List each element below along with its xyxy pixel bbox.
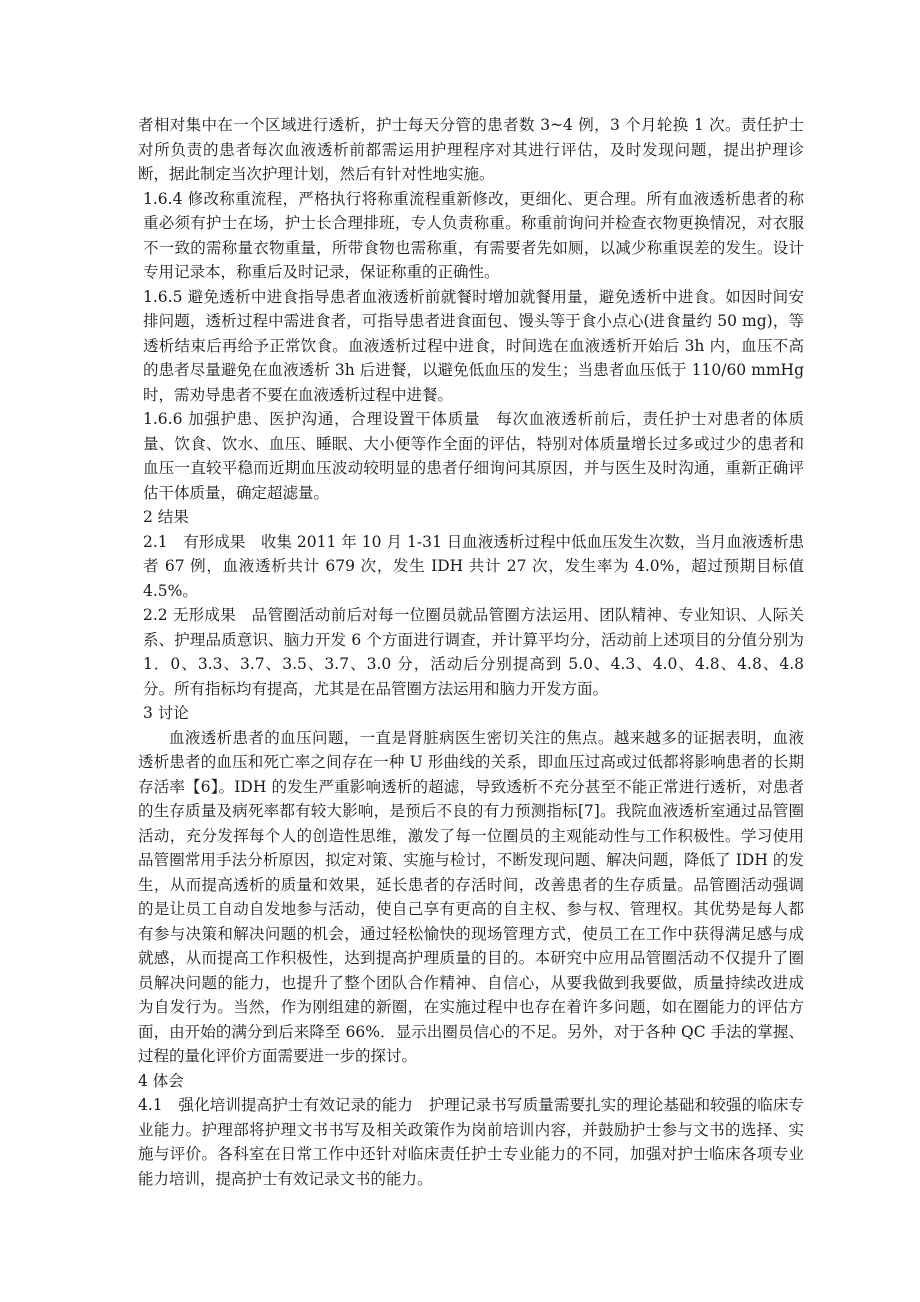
paragraph-continuation: 者相对集中在一个区域进行透析，护士每天分管的患者数 3~4 例，3 个月轮换 1 次。责任护士对所负责的患者每次血液透析前都需运用护理程序对其进行评估，及时发现问题，提出护理诊断，据此制定当次护理计划，然后有针对性地实施。 <box>138 116 804 183</box>
document-body <box>138 113 804 1191</box>
paragraph-discussion: 血液透析患者的血压问题，一直是肾脏病医生密切关注的焦点。越来越多的证据表明，血液透析患者的血压和死亡率之间存在一种 U 形曲线的关系，即血压过高或过低都将影响患者的长期存活率【6】。IDH 的发生严重影响透析的超滤，导致透析不充分甚至不能正常进行透析，对患者的生存质量及病死率都有较大影响，是预后不良的有力预测指标[7]。我院血液透析室通过品管圈活动，充分发挥每个人的创造性思维，激发了每一位圈员的主观能动性与工作积极性。学习使用品管圈常用手法分析原因，拟定对策、实施与检讨，不断发现问题、解决问题，降低了 IDH 的发生，从而提高透析的质量和效果，延长患者的存活时间，改善患者的生存质量。品管圈活动强调的是让员工自动自发地参与活动，使自己享有更高的自主权、参与权、管理权。其优势是每人都有参与决策和解决问题的机会，通过轻松愉快的现场管理方式，使员工在工作中获得满足感与成就感，从而提高工作积极性，达到提高护理质量的目的。本研究中应用品管圈活动不仅提升了圈员解决问题的能力，也提升了整个团队合作精神、自信心，从要我做到我要做，质量持续改进成为自发行为。当然，作为刚组建的新圈，在实施过程中也存在着许多问题，如在圈能力的评估方面，由开始的满分到后来降至 66%．显示出圈员信心的不足。另外，对于各种 QC 手法的掌握、过程的量化评价方面需要进一步的探讨。 <box>138 728 804 1065</box>
paragraph-4-1: 4.1 强化培训提高护士有效记录的能力 护理记录书写质量需要扎实的理论基础和较强的临床专业能力。护理部将护理文书书写及相关政策作为岗前培训内容，并鼓励护士参与文书的选择、实施与评价。各科室在日常工作中还针对临床责任护士专业能力的不同，加强对护士临床各项专业能力培训，提高护士有效记录文书的能力。 <box>138 1096 804 1188</box>
section-heading-experience: 4 体会 <box>138 1071 184 1090</box>
section-heading-discussion: 3 讨论 <box>143 704 189 722</box>
paragraph-1-6-4: 1.6.4 修改称重流程，严格执行将称重流程重新修改，更细化、更合理。所有血液透析患者的称重必须有护士在场，护士长合理排班，专人负责称重。称重前询问并检查衣物更换情况，对衣服不一致的需称量衣物重量，所带食物也需称重，有需要者先如厕，以减少称重误差的发生。设计专用记录本，称重后及时记录，保证称重的正确性。 <box>143 189 804 281</box>
paragraph-2-1: 2.1 有形成果 收集 2011 年 10 月 1-31 日血液透析过程中低血压发生次数，当月血液透析患者 67 例，血液透析共计 679 次，发生 IDH 共计 27 次，发生率为 4.0%，超过预期目标值 4.5%。 <box>143 532 804 600</box>
section-heading-results: 2 结果 <box>143 508 189 526</box>
paragraph-1-6-5: 1.6.5 避免透析中进食指导患者血液透析前就餐时增加就餐用量，避免透析中进食。如因时间安排问题，透析过程中需进食者，可指导患者进食面包、馒头等于食小点心(进食量约 50 mg)，等透析结束后再给予正常饮食。血液透析过程中进食，时间选在血液透析开始后 3h 内，血压不高的患者尽量避免在血液透析 3h 后进餐，以避免低血压的发生；当患者血压低于 110/60 mmHg 时，需劝导患者不要在血液透析过程中进餐。 <box>143 287 804 404</box>
paragraph-1-6-6: 1.6.6 加强护患、医护沟通，合理设置干体质量 每次血液透析前后，责任护士对患者的体质量、饮食、饮水、血压、睡眠、大小便等作全面的评估，特别对体质量增长过多或过少的患者和血压一直较平稳而近期血压波动较明显的患者仔细询问其原因，并与医生及时沟通，重新正确评估干体质量，确定超滤量。 <box>143 410 804 502</box>
paragraph-2-2: 2.2 无形成果 品管圈活动前后对每一位圈员就品管圈方法运用、团队精神、专业知识、人际关系、护理品质意识、脑力开发 6 个方面进行调查，并计算平均分，活动前上述项目的分值分别为 1．0、3.3、3.7、3.5、3.7、3.0 分，活动后分别提高到 5.0、4.3、4.0、4.8、4.8、4.8 分。所有指标均有提高，尤其是在品管圈方法运用和脑力开发方面。 <box>143 606 804 698</box>
